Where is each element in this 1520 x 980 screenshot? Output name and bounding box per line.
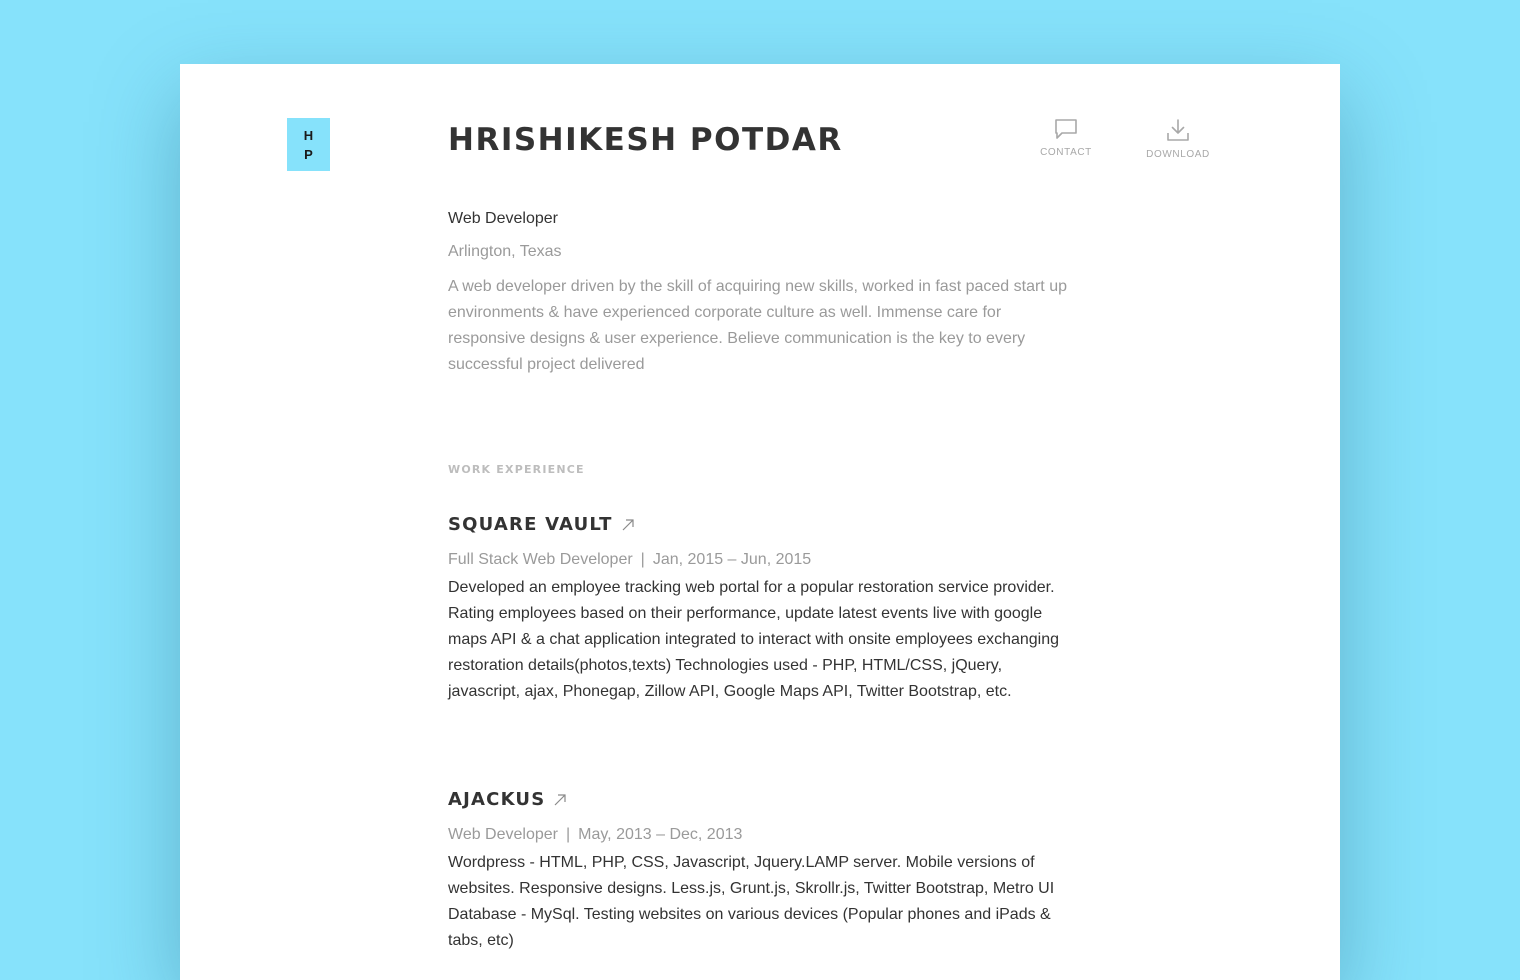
meta-separator: | (565, 826, 571, 843)
logo[interactable] (287, 118, 330, 171)
work-experience-heading: WORK EXPERIENCE (448, 463, 585, 476)
job-title: Web Developer (448, 210, 558, 227)
job-dates: Jan, 2015 – Jun, 2015 (652, 551, 812, 568)
contact-button[interactable] (1021, 118, 1111, 158)
company-name: AJACKUS (448, 789, 546, 810)
job-meta (448, 824, 1078, 846)
download-icon (1166, 118, 1190, 142)
company-link-ajackus[interactable] (448, 789, 1078, 810)
location: Arlington, Texas (448, 243, 562, 260)
job-entry-ajackus (448, 789, 1078, 954)
profile-summary: A web developer driven by the skill of acquiring new skills, worked in fast paced start up environments & have experienced corporate culture as well. Immense care for responsive designs & user experience. Believe communication is the key to every successful project delivered (448, 278, 1067, 373)
download-label: DOWNLOAD (1146, 149, 1210, 160)
logo-letter-h: H (303, 127, 314, 143)
job-entry-square-vault (448, 514, 1078, 705)
contact-label: CONTACT (1040, 147, 1092, 158)
job-role: Full Stack Web Developer (448, 551, 633, 568)
resume-content (448, 208, 1078, 954)
page-title: HRISHIKESH POTDAR (448, 122, 843, 158)
chat-bubble-icon (1054, 118, 1078, 140)
job-meta (448, 549, 1078, 571)
external-link-icon (621, 518, 635, 532)
company-name: SQUARE VAULT (448, 514, 613, 535)
job-description: Wordpress - HTML, PHP, CSS, Javascript, Jquery.LAMP server. Mobile versions of websites. Responsive designs. Less.js, Grunt.js, Skrollr.js, Twitter Bootstrap, Metro UI Database - MySql. Testing websites on various devices (Popular phones and iPads & tabs, etc) (448, 854, 1055, 949)
job-description: Developed an employee tracking web portal for a popular restoration service provider. Rating employees based on their performance, update latest events live with google maps API & a chat application integrated to interact with onsite employees exchanging restoration details(photos,texts) Technologies used - PHP, HTML/CSS, jQuery, javascript, ajax, Phonegap, Zillow API, Google Maps API, Twitter Bootstrap, etc. (448, 579, 1060, 700)
logo-letter-p: P (304, 146, 313, 162)
external-link-icon (553, 793, 567, 807)
job-dates: May, 2013 – Dec, 2013 (578, 826, 743, 843)
download-button[interactable] (1133, 118, 1223, 160)
meta-separator: | (640, 551, 645, 568)
resume-card (180, 64, 1340, 980)
job-role: Web Developer (448, 826, 558, 843)
company-link-square-vault[interactable] (448, 514, 1078, 535)
